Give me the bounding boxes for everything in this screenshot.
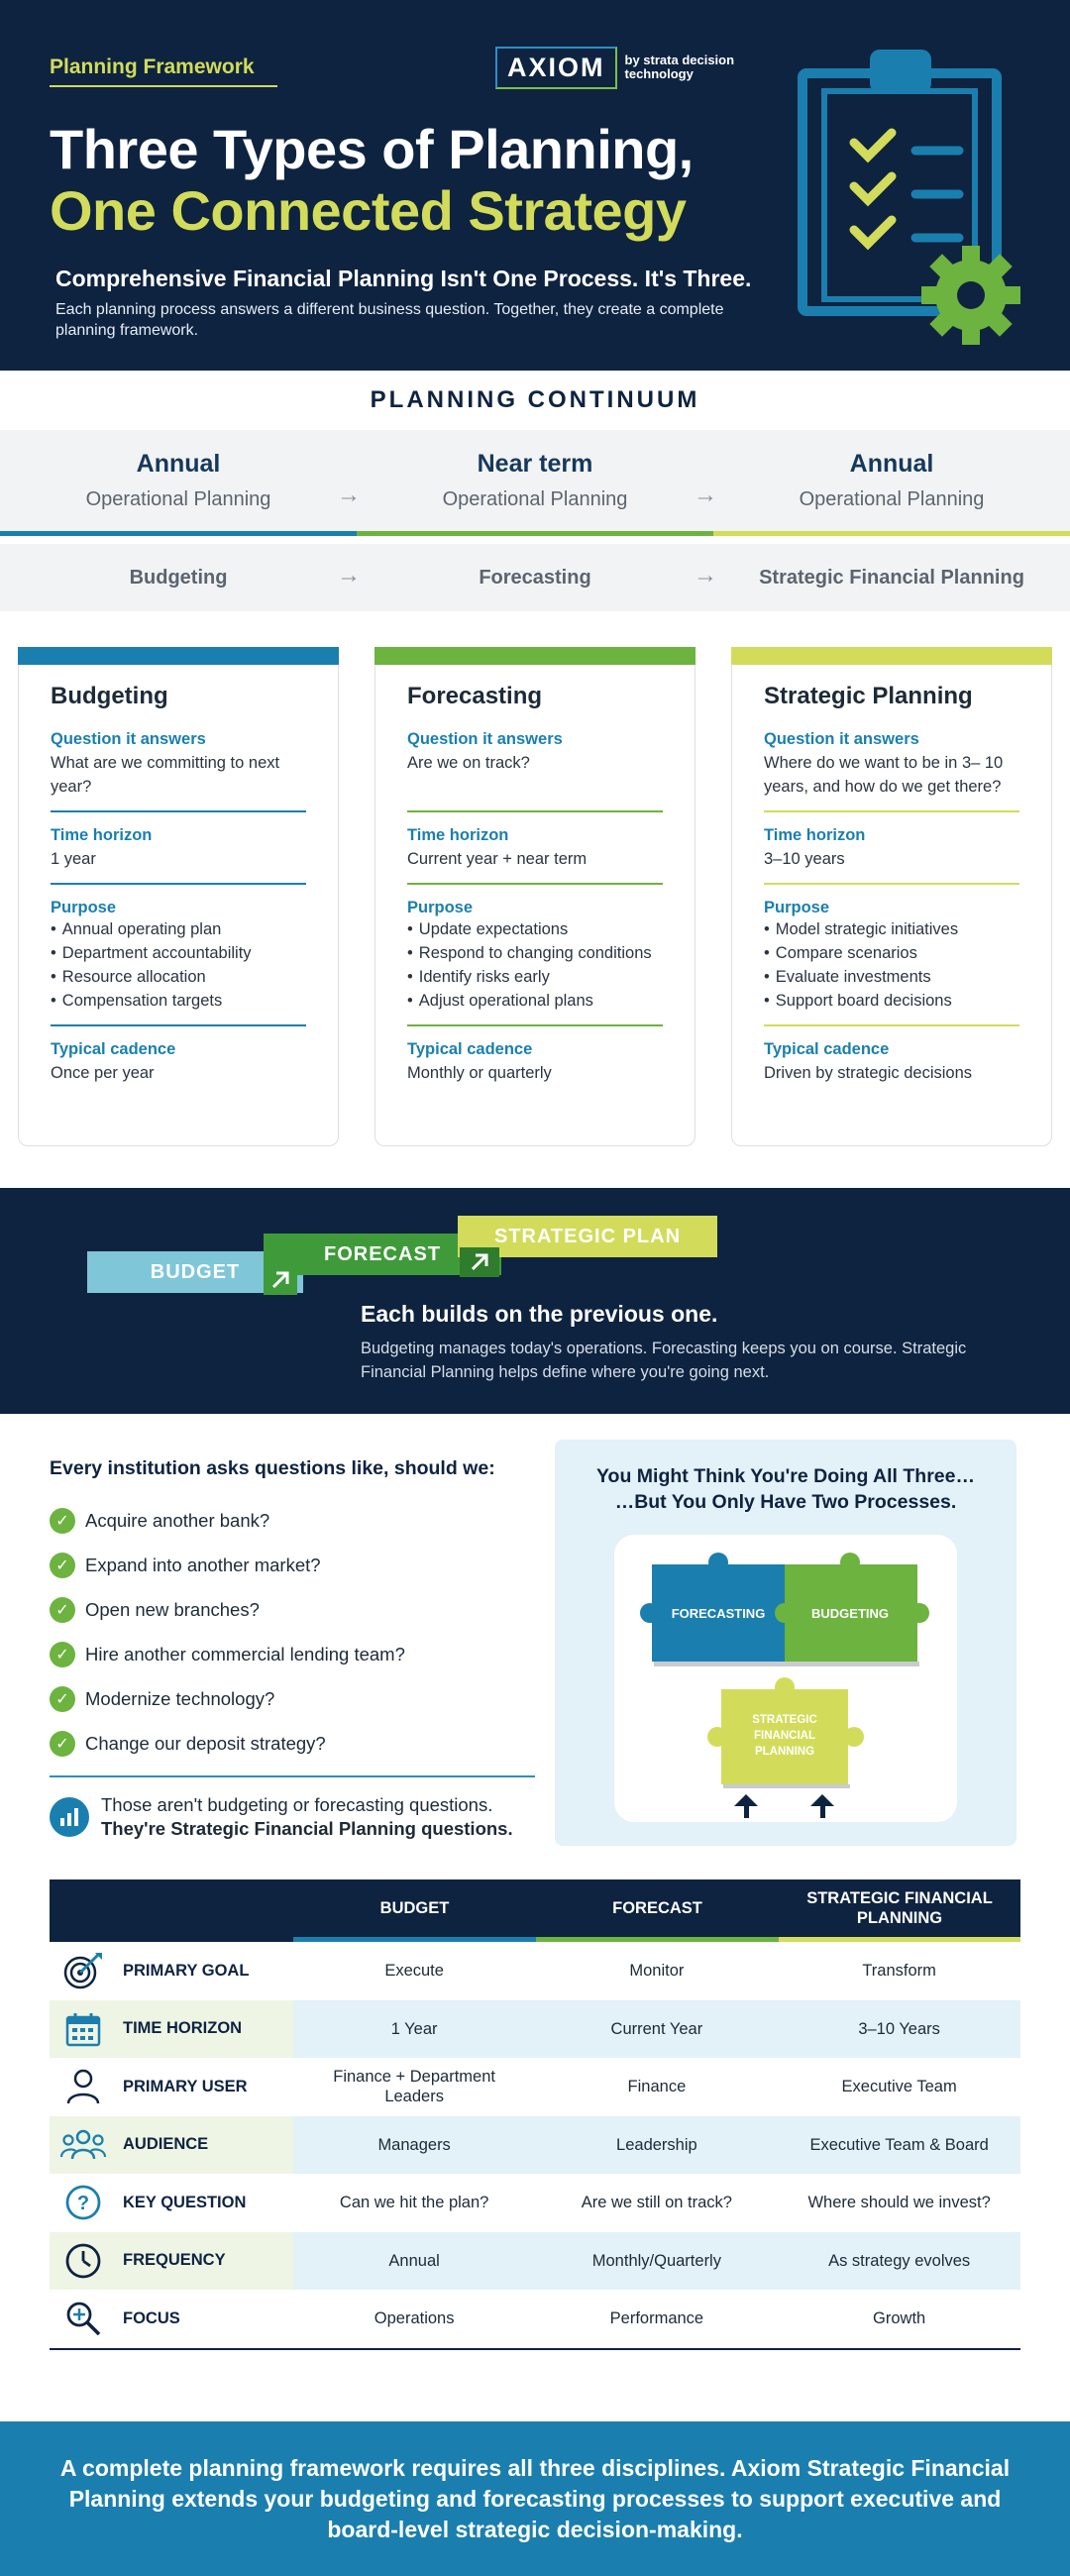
- note-text: [101, 1793, 513, 1841]
- row-label: PRIMARY GOAL: [123, 1961, 250, 1980]
- table-cell: Where should we invest?: [807, 2194, 991, 2212]
- table-row: [50, 2232, 1020, 2291]
- continuum-col-3-title: Annual: [849, 450, 934, 478]
- list-item: [50, 1632, 535, 1676]
- table-cell: Annual: [293, 2232, 536, 2291]
- list-item: • Evaluate investments: [764, 965, 1019, 989]
- table-header-strategic: STRATEGIC FINANCIAL PLANNING: [806, 1889, 993, 1927]
- table-cell: Can we hit the plan?: [339, 2194, 489, 2212]
- row-label: PRIMARY USER: [123, 2077, 248, 2095]
- table-cell: Leadership: [536, 2116, 779, 2175]
- list-item: [50, 1587, 535, 1632]
- table-row: [50, 2290, 1020, 2348]
- table-row: [50, 2116, 1020, 2175]
- card-budgeting: [18, 647, 339, 1146]
- continuum-col-2: [357, 430, 713, 531]
- card-divider: [407, 883, 663, 885]
- card-divider: [51, 810, 306, 812]
- list-item: [50, 1543, 535, 1587]
- table-cell: As strategy evolves: [778, 2232, 1020, 2291]
- puzzle-piece-strategic-3: PLANNING: [754, 1746, 815, 1758]
- continuum-col-3: [713, 430, 1070, 531]
- list-item: • Update expectations: [407, 917, 663, 941]
- table-header: [50, 1879, 1020, 1937]
- question-text: Open new branches?: [85, 1598, 260, 1620]
- hero-title-line2: One Connected Strategy: [50, 179, 687, 242]
- arrow-right-icon: →: [337, 482, 361, 508]
- hero-description: Each planning process answers a different business question. Together, they create a complete planning framework.: [55, 301, 724, 339]
- continuum-label-budgeting: Budgeting: [129, 566, 228, 589]
- check-icon: ✓: [50, 1553, 75, 1578]
- note-line2: They're Strategic Financial Planning questions.: [101, 1818, 513, 1839]
- arrow-right-icon: →: [337, 562, 361, 589]
- card-label: Purpose: [764, 899, 830, 916]
- table-cell: Current Year: [536, 2000, 779, 2059]
- card-label: Typical cadence: [764, 1040, 890, 1058]
- list-item: • Adjust operational plans: [407, 989, 663, 1013]
- puzzle-piece-strategic-2: FINANCIAL: [754, 1730, 815, 1742]
- check-icon: ✓: [50, 1508, 75, 1534]
- table-bottom-rule: [50, 2348, 1020, 2350]
- puzzle-icon: [614, 1535, 957, 1822]
- table-cell: Executive Team & Board: [778, 2116, 1020, 2175]
- hero-subtitle: Comprehensive Financial Planning Isn't One Process. It's Three.: [55, 266, 752, 291]
- card-value: 3–10 years: [764, 850, 845, 868]
- step-label: FORECAST: [324, 1242, 441, 1265]
- card-divider: [407, 810, 663, 812]
- eyebrow-label: Planning Framework: [50, 55, 255, 78]
- card-divider: [764, 883, 1019, 885]
- continuum-bar-strategic: [713, 531, 1070, 536]
- check-icon: ✓: [50, 1686, 75, 1712]
- step-label: BUDGET: [150, 1260, 241, 1283]
- bar-chart-icon: [50, 1797, 89, 1837]
- table-header-forecast: FORECAST: [612, 1899, 702, 1917]
- question-icon: [59, 2183, 107, 2222]
- user-icon: [59, 2067, 107, 2106]
- comparison-table-section: [0, 1879, 1070, 2424]
- continuum-col-3-sub: Operational Planning: [799, 488, 985, 510]
- arrow-up-right-icon: [460, 1247, 499, 1277]
- continuum-top-row: [0, 430, 1070, 531]
- list-item: • Identify risks early: [407, 965, 663, 989]
- list-item: [50, 1721, 535, 1766]
- puzzle-heading: [555, 1463, 1016, 1515]
- divider: [50, 1775, 535, 1777]
- continuum-bar-forecast: [357, 531, 713, 536]
- comparison-table: [50, 1879, 1020, 2350]
- puzzle-card: [614, 1535, 957, 1822]
- card-value: Once per year: [51, 1064, 155, 1082]
- card-label: Question it answers: [764, 730, 919, 748]
- card-value: Are we on track?: [407, 754, 530, 772]
- card-label: Purpose: [407, 899, 474, 916]
- continuum-label-forecasting: Forecasting: [479, 566, 591, 589]
- card-title: Forecasting: [407, 683, 543, 709]
- card-label: Question it answers: [407, 730, 563, 748]
- card-value: Monthly or quarterly: [407, 1064, 552, 1082]
- check-icon: ✓: [50, 1642, 75, 1667]
- clock-icon: [59, 2241, 107, 2281]
- card-label: Time horizon: [407, 826, 509, 844]
- card-accent-bar: [374, 647, 696, 665]
- table-cell: Monitor: [629, 1962, 685, 1981]
- table-cell: Growth: [873, 2309, 926, 2328]
- list-item: • Model strategic initiatives: [764, 917, 1019, 941]
- table-header-blank: [50, 1879, 293, 1937]
- check-icon: ✓: [50, 1731, 75, 1757]
- list-item: • Compare scenarios: [764, 941, 1019, 965]
- row-label: AUDIENCE: [123, 2135, 209, 2154]
- continuum-bar-budget: [0, 531, 357, 536]
- continuum-col-2-sub: Operational Planning: [442, 488, 628, 510]
- logo-tagline: by strata decision technology: [624, 53, 735, 81]
- list-item: • Respond to changing conditions: [407, 941, 663, 965]
- table-cell: Finance: [627, 2078, 687, 2096]
- table-cell: Execute: [384, 1962, 444, 1981]
- puzzle-piece-budgeting: BUDGETING: [811, 1606, 889, 1621]
- card-divider: [51, 883, 306, 885]
- card-purpose-list: [51, 917, 306, 1013]
- card-label: Typical cadence: [51, 1040, 176, 1058]
- puzzle-heading-line2: …But You Only Have Two Processes.: [614, 1491, 957, 1513]
- axiom-logo: [495, 44, 744, 91]
- table-cell: Finance + Department Leaders: [333, 2068, 495, 2106]
- card-accent-bar: [18, 647, 339, 665]
- card-forecasting: [374, 647, 696, 1146]
- footer-banner: [0, 2421, 1070, 2576]
- questions-heading: Every institution asks questions like, should we:: [50, 1457, 495, 1479]
- continuum-col-1-title: Annual: [136, 450, 221, 478]
- continuum-color-bar: [0, 531, 1070, 536]
- table-cell: 1 Year: [293, 2000, 536, 2059]
- question-text: Modernize technology?: [85, 1687, 275, 1709]
- card-label: Time horizon: [51, 826, 153, 844]
- builds-body: Budgeting manages today's operations. Forecasting keeps you on course. Strategic Financial Planning helps define where you're going next.: [361, 1340, 967, 1381]
- question-text: Hire another commercial lending team?: [85, 1643, 405, 1664]
- list-item: • Annual operating plan: [51, 917, 306, 941]
- question-text: Acquire another bank?: [85, 1509, 270, 1531]
- footer-text: A complete planning framework requires all three disciplines. Axiom Strategic Financial Planning extends your budgeting and forecasting processes to support executive and board-level strategic decision-making.: [59, 2454, 1011, 2542]
- table-cell: Monthly/Quarterly: [536, 2232, 779, 2291]
- card-purpose-list: [407, 917, 663, 1013]
- card-label: Question it answers: [51, 730, 206, 748]
- list-item: • Compensation targets: [51, 989, 306, 1013]
- builds-band: [0, 1188, 1070, 1414]
- list-item: • Resource allocation: [51, 965, 306, 989]
- question-text: Expand into another market?: [85, 1554, 321, 1575]
- hero-title-line1: Three Types of Planning,: [50, 118, 694, 180]
- step-label: STRATEGIC PLAN: [493, 1225, 682, 1247]
- puzzle-panel: [555, 1440, 1016, 1846]
- card-strategic-planning: [731, 647, 1052, 1146]
- card-label: Time horizon: [764, 826, 866, 844]
- arrow-right-icon: →: [694, 482, 717, 508]
- list-item: • Support board decisions: [764, 989, 1019, 1013]
- card-label: Purpose: [51, 899, 117, 916]
- questions-section: [0, 1414, 1070, 1879]
- table-cell: Performance: [609, 2309, 704, 2328]
- card-divider: [51, 1024, 306, 1026]
- continuum-col-1-sub: Operational Planning: [85, 488, 271, 510]
- table-row: [50, 2058, 1020, 2116]
- card-title: Strategic Planning: [764, 683, 973, 709]
- card-title: Budgeting: [51, 683, 168, 709]
- card-divider: [764, 1024, 1019, 1026]
- puzzle-piece-strategic-1: STRATEGIC: [752, 1714, 817, 1726]
- card-accent-bar: [731, 647, 1052, 665]
- card-divider: [407, 1024, 663, 1026]
- planning-continuum: [0, 371, 1070, 611]
- questions-note: [50, 1793, 535, 1841]
- question-text: Change our deposit strategy?: [85, 1732, 326, 1754]
- table-header-budget: BUDGET: [379, 1899, 450, 1917]
- card-value: Where do we want to be in 3– 10 years, and how do we get there?: [764, 754, 1004, 796]
- card-divider: [764, 810, 1019, 812]
- continuum-title: PLANNING CONTINUUM: [370, 386, 700, 413]
- row-label: FREQUENCY: [123, 2251, 226, 2270]
- clipboard-gear-icon: [793, 48, 1030, 345]
- card-value: Driven by strategic decisions: [764, 1064, 973, 1082]
- builds-heading: Each builds on the previous one.: [361, 1301, 718, 1327]
- table-cell: 3–10 Years: [778, 2000, 1020, 2059]
- list-item: [50, 1498, 535, 1543]
- calendar-icon: [59, 2009, 107, 2049]
- target-icon: [59, 1951, 107, 1990]
- hero-banner: [0, 0, 1070, 371]
- arrow-right-icon: →: [694, 562, 717, 589]
- group-icon: [59, 2125, 107, 2165]
- list-item: • Department accountability: [51, 941, 306, 965]
- table-cell: Are we still on track?: [581, 2194, 732, 2212]
- puzzle-piece-forecasting: FORECASTING: [671, 1606, 766, 1621]
- table-cell: Executive Team: [841, 2078, 957, 2096]
- table-cell: Managers: [293, 2116, 536, 2175]
- puzzle-heading-line1: You Might Think You're Doing All Three…: [596, 1465, 975, 1487]
- note-line1: Those aren't budgeting or forecasting questions.: [101, 1794, 493, 1815]
- continuum-bottom-row: [0, 544, 1070, 611]
- table-row: [50, 2000, 1020, 2059]
- table-cell: Operations: [374, 2309, 455, 2328]
- table-cell: Transform: [862, 1962, 936, 1981]
- check-icon: ✓: [50, 1597, 75, 1623]
- questions-list-panel: [50, 1457, 535, 1841]
- card-purpose-list: [764, 917, 1019, 1013]
- card-value: What are we committing to next year?: [51, 754, 280, 796]
- continuum-label-strategic: Strategic Financial Planning: [759, 566, 1024, 589]
- row-label: TIME HORIZON: [123, 2019, 243, 2038]
- card-label: Typical cadence: [407, 1040, 533, 1058]
- hero-title: [50, 119, 694, 242]
- eyebrow-underline: [50, 85, 277, 87]
- row-label: KEY QUESTION: [123, 2193, 247, 2211]
- magnifier-icon: [59, 2299, 107, 2338]
- continuum-col-2-title: Near term: [477, 450, 593, 478]
- list-item: [50, 1676, 535, 1721]
- card-value: Current year + near term: [407, 850, 588, 868]
- row-label: FOCUS: [123, 2308, 180, 2327]
- table-row: [50, 1942, 1020, 2000]
- planning-cards: [0, 611, 1070, 1146]
- arrow-up-right-icon: [264, 1265, 297, 1295]
- logo-wordmark: AXIOM: [495, 47, 617, 89]
- table-row: [50, 2174, 1020, 2232]
- card-value: 1 year: [51, 850, 96, 868]
- svg-text:?: ?: [76, 2193, 90, 2215]
- continuum-col-1: [0, 430, 357, 531]
